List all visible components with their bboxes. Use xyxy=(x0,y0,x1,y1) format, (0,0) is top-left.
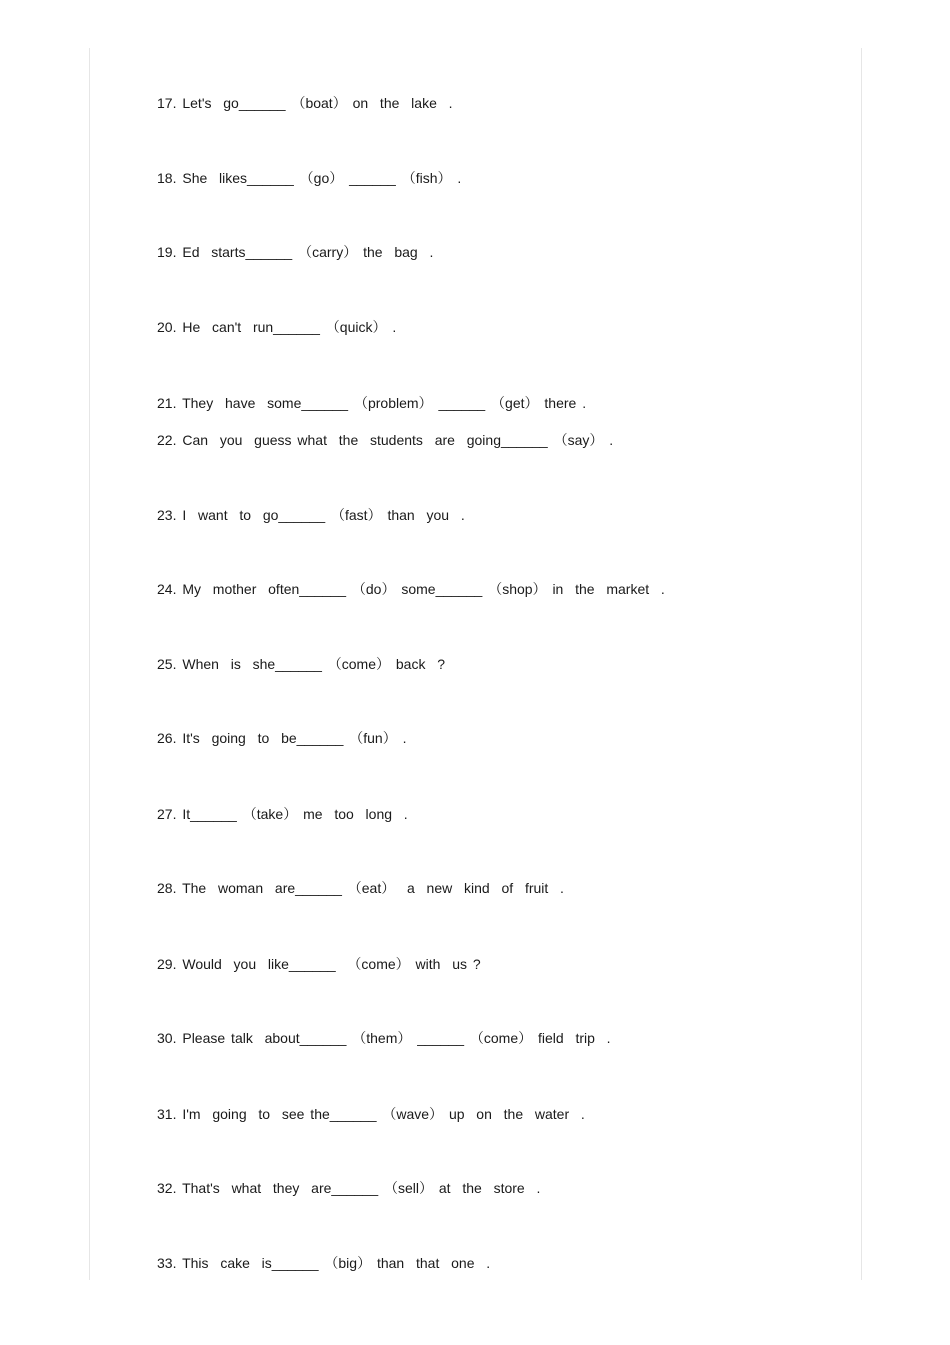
question-21: 21. They have some______ （problem） ______ （get） there . xyxy=(157,395,587,411)
question-20: 20. He can't run______ （quick） . xyxy=(157,319,397,335)
question-18: 18. She likes______ （go） ______ （fish） . xyxy=(157,170,462,186)
question-26: 26. It's going to be______ （fun） . xyxy=(157,730,407,746)
question-23: 23. I want to go______ （fast） than you . xyxy=(157,507,465,523)
question-33: 33. This cake is______ （big） than that one . xyxy=(157,1255,491,1271)
question-25: 25. When is she______ （come） back ? xyxy=(157,656,446,672)
question-32: 32. That's what they are______ （sell） at the store . xyxy=(157,1180,541,1196)
question-24: 24. My mother often______ （do） some______ （shop） in the market . xyxy=(157,581,665,597)
question-17: 17. Let's go______ （boat） on the lake . xyxy=(157,95,453,111)
question-31: 31. I'm going to see the______ （wave） up on the water . xyxy=(157,1106,585,1122)
question-27: 27. It______ （take） me too long . xyxy=(157,806,408,822)
question-28: 28. The woman are______ （eat） a new kind of fruit . xyxy=(157,880,564,896)
question-22: 22. Can you guess what the students are going______ （say） . xyxy=(157,432,614,448)
question-19: 19. Ed starts______ （carry） the bag . xyxy=(157,244,434,260)
question-30: 30. Please talk about______ （them） ______ （come） field trip . xyxy=(157,1030,611,1046)
question-29: 29. Would you like______ （come） with us ? xyxy=(157,956,481,972)
